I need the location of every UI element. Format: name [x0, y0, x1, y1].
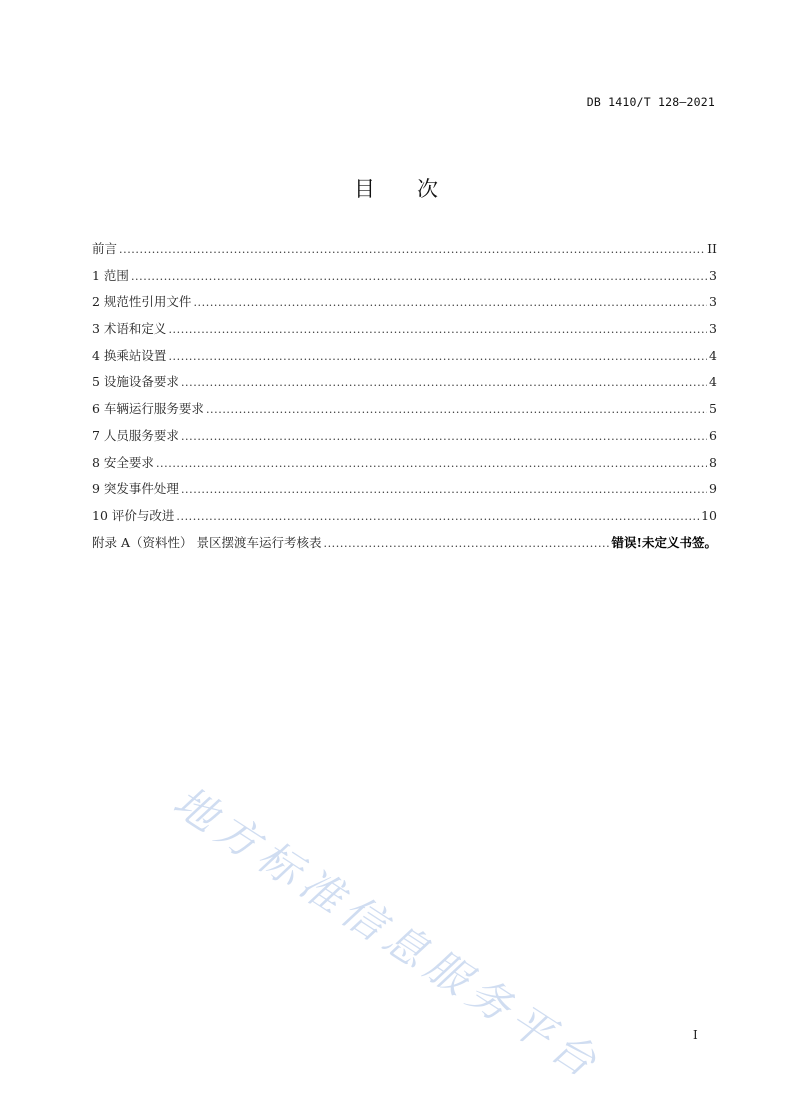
table-of-contents	[92, 238, 717, 558]
toc-entry-label: 9 突发事件处理	[92, 481, 179, 497]
toc-entry-label: 前言	[92, 241, 118, 256]
toc-entry-label: 2 规范性引用文件	[92, 294, 192, 310]
dot-leader	[168, 346, 707, 368]
toc-entry-normative-references[interactable]	[92, 291, 717, 318]
toc-entry-terms-definitions[interactable]	[92, 318, 717, 345]
title-part-1: 目	[354, 177, 375, 201]
dot-leader	[181, 372, 707, 394]
toc-entry-evaluation[interactable]	[92, 505, 717, 532]
watermark: 地方标准信息服务平台	[164, 776, 611, 1091]
dot-leader	[168, 319, 707, 341]
toc-entry-label: 3 术语和定义	[92, 321, 167, 337]
toc-entry-label: 10 评价与改进	[92, 507, 175, 523]
toc-entry-page: 4	[709, 347, 717, 363]
toc-entry-page: 5	[709, 401, 717, 417]
page-number: I	[693, 1028, 698, 1042]
toc-entry-emergency[interactable]	[92, 478, 717, 505]
toc-entry-foreword[interactable]	[92, 238, 717, 265]
toc-entry-label: 7 人员服务要求	[92, 427, 179, 443]
toc-entry-safety[interactable]	[92, 452, 717, 479]
dot-leader	[181, 479, 707, 501]
title-part-2: 次	[417, 177, 438, 201]
page-title	[0, 173, 792, 203]
toc-entry-page: 3	[709, 267, 717, 283]
toc-entry-page: 3	[709, 294, 717, 310]
toc-entry-label: 8 安全要求	[92, 454, 154, 470]
toc-entry-scope[interactable]	[92, 265, 717, 292]
toc-entry-page: 4	[709, 374, 717, 390]
toc-entry-vehicle-service[interactable]	[92, 398, 717, 425]
toc-entry-facilities[interactable]	[92, 371, 717, 398]
dot-leader	[206, 399, 707, 421]
toc-entry-label: 5 设施设备要求	[92, 374, 179, 390]
toc-entry-page: 10	[701, 507, 717, 523]
toc-entry-page: 6	[709, 427, 717, 443]
toc-entry-page: 9	[709, 481, 717, 497]
dot-leader	[119, 239, 705, 261]
toc-entry-appendix-a[interactable]	[92, 532, 717, 559]
dot-leader	[181, 426, 707, 448]
toc-entry-label: 附录 A（资料性） 景区摆渡车运行考核表	[92, 534, 322, 550]
dot-leader	[156, 453, 707, 475]
toc-entry-transfer-station[interactable]	[92, 345, 717, 372]
dot-leader	[176, 506, 699, 528]
toc-entry-label: 1 范围	[92, 267, 129, 283]
toc-entry-label: 4 换乘站设置	[92, 347, 167, 363]
dot-leader	[131, 266, 707, 288]
toc-entry-page: 3	[709, 321, 717, 337]
document-id: DB 1410/T 128—2021	[586, 95, 715, 109]
toc-entry-staff-service[interactable]	[92, 425, 717, 452]
dot-leader	[193, 292, 707, 314]
toc-entry-page: II	[707, 241, 717, 256]
dot-leader	[323, 533, 609, 555]
toc-entry-page: 8	[709, 454, 717, 470]
toc-entry-page-error: 错误!未定义书签。	[611, 534, 717, 550]
toc-entry-label: 6 车辆运行服务要求	[92, 401, 204, 417]
